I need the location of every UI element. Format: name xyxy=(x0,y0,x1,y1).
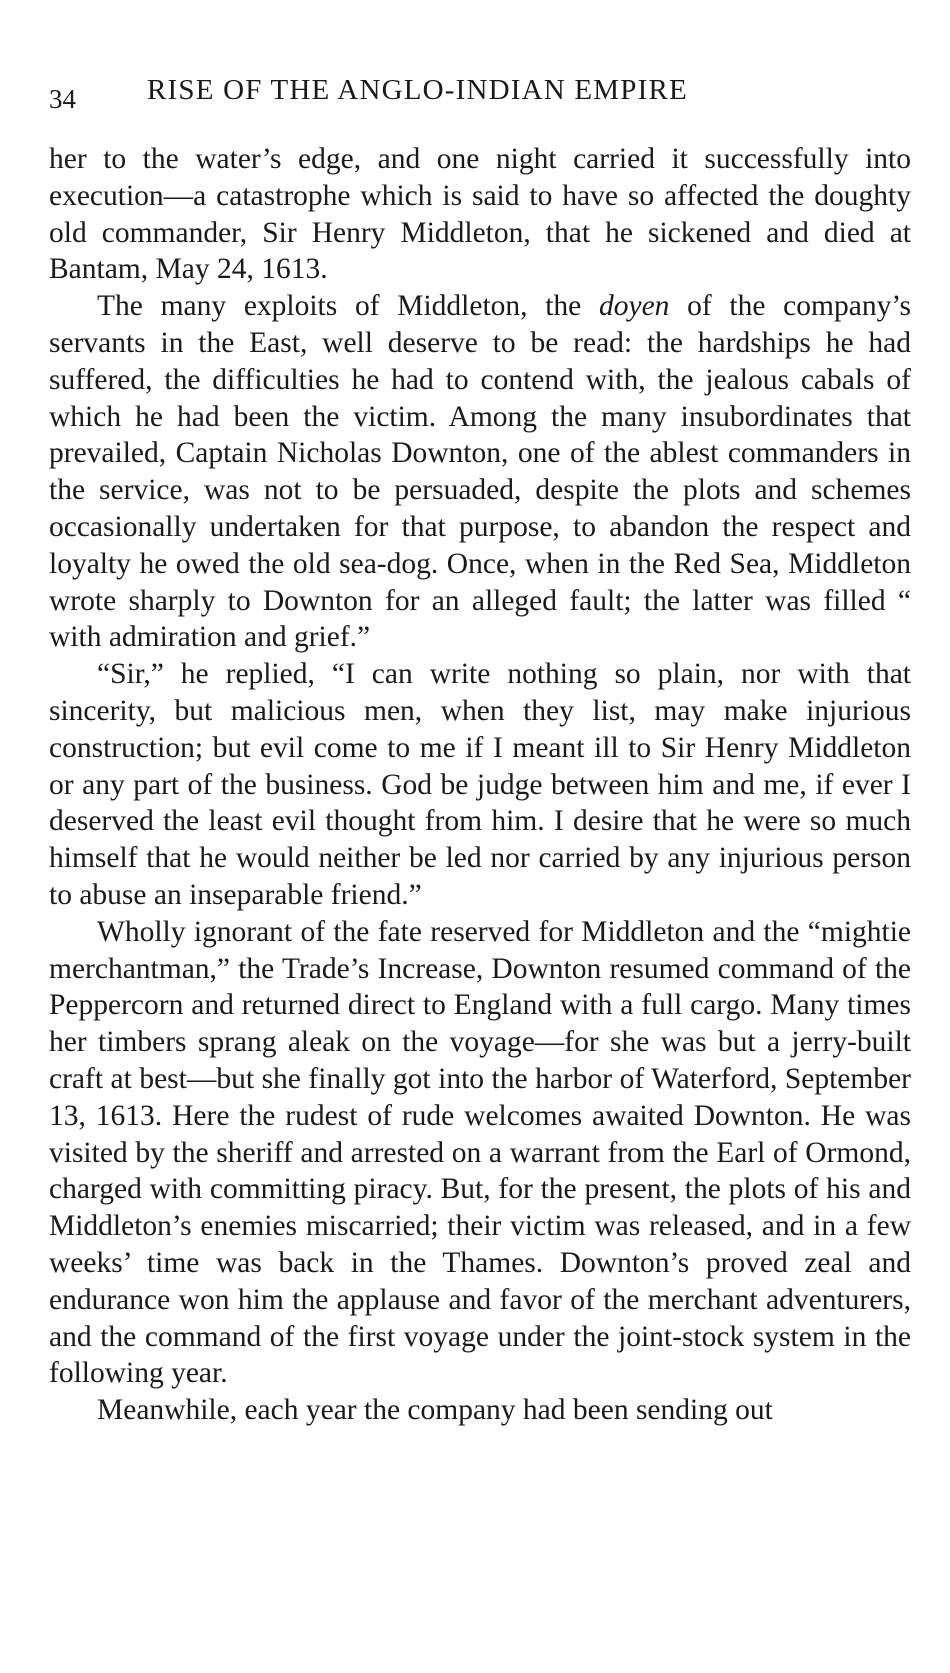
paragraph-meanwhile: Meanwhile, each year the company had been sending out xyxy=(97,1394,773,1427)
italic-term: doyen xyxy=(599,290,670,323)
paragraph-text-after: of the company’s servants in the East, well deserve to be read: the hardships he had suffered, the difficulties he had to contend with, the jealous cabals of which he had been the victim. Among the many insubordinates that prevailed, Captain Nicholas Downton, one of the ablest commanders in the service, was not to be persuaded, despite the plots and schemes occasionally undertaken for that purpose, to abandon the respect and loyalty he owed the old sea-dog. Once, when in the Red Sea, Middleton wrote sharply to Downton for an alleged fault; the latter was filled “ with admiration and grief.” xyxy=(49,290,911,654)
paragraph-peppercorn-voyage: Wholly ignorant of the fate reserved for Middleton and the “mightie merchantman,” the Trade’s Increase, Downton resumed command of the Peppercorn and returned direct to England with a full cargo. Many times her timbers sprang aleak on the voyage—for she was but a jerry-built craft at best—but she finally got into the harbor of Waterford, September 13, 1613. Here the rudest of rude welcomes awaited Downton. He was visited by the sheriff and arrested on a warrant from the Earl of Ormond, charged with committing piracy. But, for the present, the plots of his and Middleton’s enemies miscarried; their victim was released, and in a few weeks’ time was back in the Thames. Downton’s proved zeal and endurance won him the applause and favor of the merchant adventurers, and the command of the first voyage under the joint-stock system in the following year. xyxy=(49,915,911,1390)
paragraph-downton-reply: “Sir,” he replied, “I can write nothing so plain, nor with that sincerity, but malicious men, when they list, may make injurious construction; but evil come to me if I meant ill to Sir Henry Middleton or any part of the business. God be judge between him and me, if ever I deserved the least evil thought from him. I desire that he were so much himself that he would neither be led nor carried by any injurious person to abuse an inseparable friend.” xyxy=(49,658,911,911)
running-head xyxy=(49,74,809,114)
body-text xyxy=(49,141,911,1429)
paragraph-text-before: The many exploits of Middleton, the xyxy=(97,290,599,323)
paragraph-continued: her to the water’s edge, and one night carried it successfully into execution—a catastrophe which is said to have so affected the doughty old commander, Sir Henry Middleton, that he sickened and died at Bantam, May 24, 1613. xyxy=(49,143,911,286)
running-title: RISE OF THE ANGLO-INDIAN EMPIRE xyxy=(147,74,688,106)
paragraph-middleton-exploits xyxy=(49,288,911,656)
page-number: 34 xyxy=(49,84,76,114)
